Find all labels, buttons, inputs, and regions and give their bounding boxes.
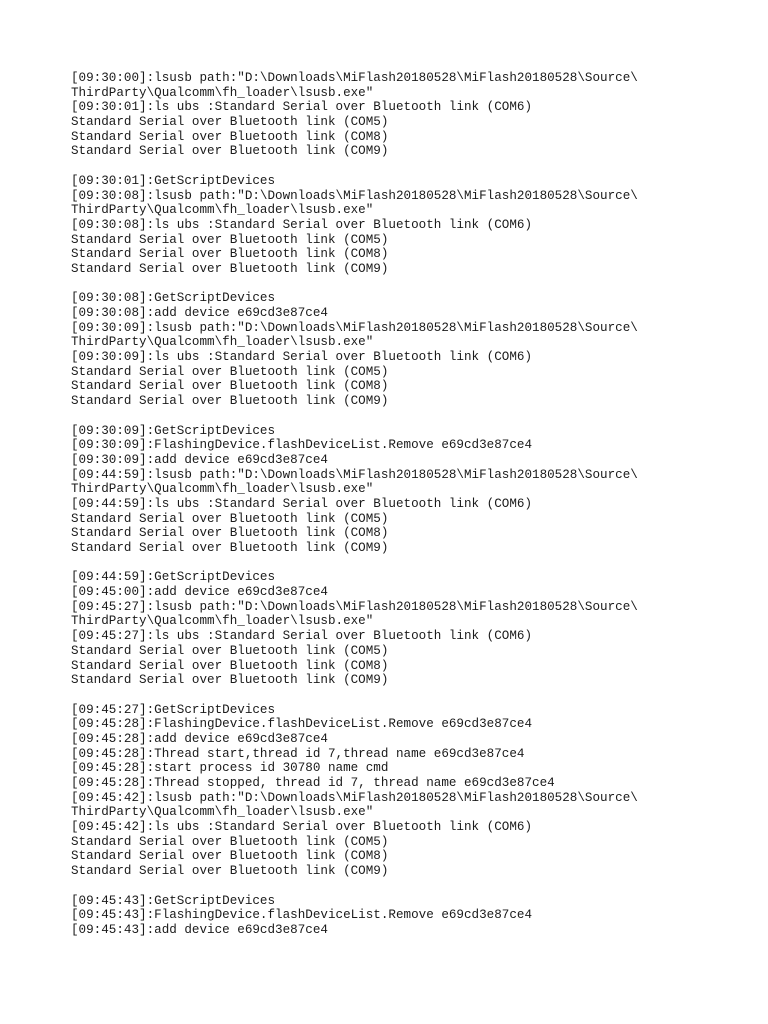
log-line: Standard Serial over Bluetooth link (COM9) xyxy=(71,673,389,688)
log-line: Standard Serial over Bluetooth link (COM8) xyxy=(71,247,389,262)
log-line: [09:44:59]:ls ubs :Standard Serial over Bluetooth link (COM6) xyxy=(71,496,533,511)
log-line: [09:30:09]:lsusb path:"D:\Downloads\MiFlash20180528\MiFlash20180528\Source\ xyxy=(71,320,638,335)
log-line: [09:45:28]:FlashingDevice.flashDeviceList.Remove e69cd3e87ce4 xyxy=(71,717,533,732)
log-line: Standard Serial over Bluetooth link (COM5) xyxy=(71,643,389,658)
log-line: Standard Serial over Bluetooth link (COM5) xyxy=(71,364,389,379)
log-line: [09:45:00]:add device e69cd3e87ce4 xyxy=(71,585,328,600)
log-line: [09:30:09]:add device e69cd3e87ce4 xyxy=(71,452,328,467)
blank-line xyxy=(71,879,761,894)
log-line: [09:30:01]:GetScriptDevices xyxy=(71,173,276,188)
log-line: [09:45:27]:GetScriptDevices xyxy=(71,702,276,717)
log-line: Standard Serial over Bluetooth link (COM9) xyxy=(71,394,389,409)
log-line: [09:44:59]:GetScriptDevices xyxy=(71,570,276,585)
log-line: [09:45:43]:GetScriptDevices xyxy=(71,893,276,908)
log-line: [09:45:42]:ls ubs :Standard Serial over Bluetooth link (COM6) xyxy=(71,820,533,835)
log-line: Standard Serial over Bluetooth link (COM8) xyxy=(71,849,389,864)
log-line: [09:44:59]:lsusb path:"D:\Downloads\MiFlash20180528\MiFlash20180528\Source\ xyxy=(71,467,638,482)
log-line: Standard Serial over Bluetooth link (COM8) xyxy=(71,379,389,394)
log-line: Standard Serial over Bluetooth link (COM5) xyxy=(71,834,389,849)
log-line: Standard Serial over Bluetooth link (COM5) xyxy=(71,511,389,526)
log-line: ThirdParty\Qualcomm\fh_loader\lsusb.exe" xyxy=(71,203,374,218)
log-line: [09:30:01]:ls ubs :Standard Serial over Bluetooth link (COM6) xyxy=(71,100,533,115)
log-line: [09:30:09]:ls ubs :Standard Serial over Bluetooth link (COM6) xyxy=(71,350,533,365)
log-line: [09:30:09]:FlashingDevice.flashDeviceList.Remove e69cd3e87ce4 xyxy=(71,438,533,453)
log-line: Standard Serial over Bluetooth link (COM8) xyxy=(71,658,389,673)
log-line: ThirdParty\Qualcomm\fh_loader\lsusb.exe" xyxy=(71,335,374,350)
log-line: [09:30:08]:lsusb path:"D:\Downloads\MiFlash20180528\MiFlash20180528\Source\ xyxy=(71,188,638,203)
log-line: [09:45:28]:Thread start,thread id 7,thread name e69cd3e87ce4 xyxy=(71,746,525,761)
blank-line xyxy=(71,556,761,571)
log-line: [09:45:42]:lsusb path:"D:\Downloads\MiFlash20180528\MiFlash20180528\Source\ xyxy=(71,790,638,805)
blank-line xyxy=(71,159,761,174)
blank-line xyxy=(71,688,761,703)
log-line: [09:45:43]:FlashingDevice.flashDeviceList.Remove e69cd3e87ce4 xyxy=(71,908,533,923)
log-line: [09:45:27]:ls ubs :Standard Serial over Bluetooth link (COM6) xyxy=(71,629,533,644)
log-line: [09:45:43]:add device e69cd3e87ce4 xyxy=(71,922,328,937)
log-line: ThirdParty\Qualcomm\fh_loader\lsusb.exe" xyxy=(71,805,374,820)
log-line: ThirdParty\Qualcomm\fh_loader\lsusb.exe" xyxy=(71,482,374,497)
log-line: ThirdParty\Qualcomm\fh_loader\lsusb.exe" xyxy=(71,85,374,100)
log-line: [09:45:28]:start process id 30780 name cmd xyxy=(71,761,389,776)
log-text xyxy=(71,71,761,938)
log-line: Standard Serial over Bluetooth link (COM9) xyxy=(71,261,389,276)
log-line: Standard Serial over Bluetooth link (COM9) xyxy=(71,864,389,879)
log-line: Standard Serial over Bluetooth link (COM9) xyxy=(71,144,389,159)
log-line: Standard Serial over Bluetooth link (COM5) xyxy=(71,115,389,130)
log-line: Standard Serial over Bluetooth link (COM8) xyxy=(71,526,389,541)
log-line: [09:30:09]:GetScriptDevices xyxy=(71,423,276,438)
log-line: [09:45:28]:Thread stopped, thread id 7, thread name e69cd3e87ce4 xyxy=(71,776,555,790)
log-line: ThirdParty\Qualcomm\fh_loader\lsusb.exe" xyxy=(71,614,374,629)
log-line: Standard Serial over Bluetooth link (COM8) xyxy=(71,129,389,144)
blank-line xyxy=(71,277,761,292)
log-line: [09:45:27]:lsusb path:"D:\Downloads\MiFlash20180528\MiFlash20180528\Source\ xyxy=(71,599,638,614)
log-line: [09:30:00]:lsusb path:"D:\Downloads\MiFlash20180528\MiFlash20180528\Source\ xyxy=(71,71,638,85)
log-line: [09:30:08]:GetScriptDevices xyxy=(71,291,276,306)
log-line: Standard Serial over Bluetooth link (COM9) xyxy=(71,541,389,555)
log-line: Standard Serial over Bluetooth link (COM5) xyxy=(71,232,389,247)
log-line: [09:45:28]:add device e69cd3e87ce4 xyxy=(71,731,328,746)
log-line: [09:30:08]:ls ubs :Standard Serial over Bluetooth link (COM6) xyxy=(71,217,533,232)
blank-line xyxy=(71,409,761,424)
log-line: [09:30:08]:add device e69cd3e87ce4 xyxy=(71,306,328,320)
